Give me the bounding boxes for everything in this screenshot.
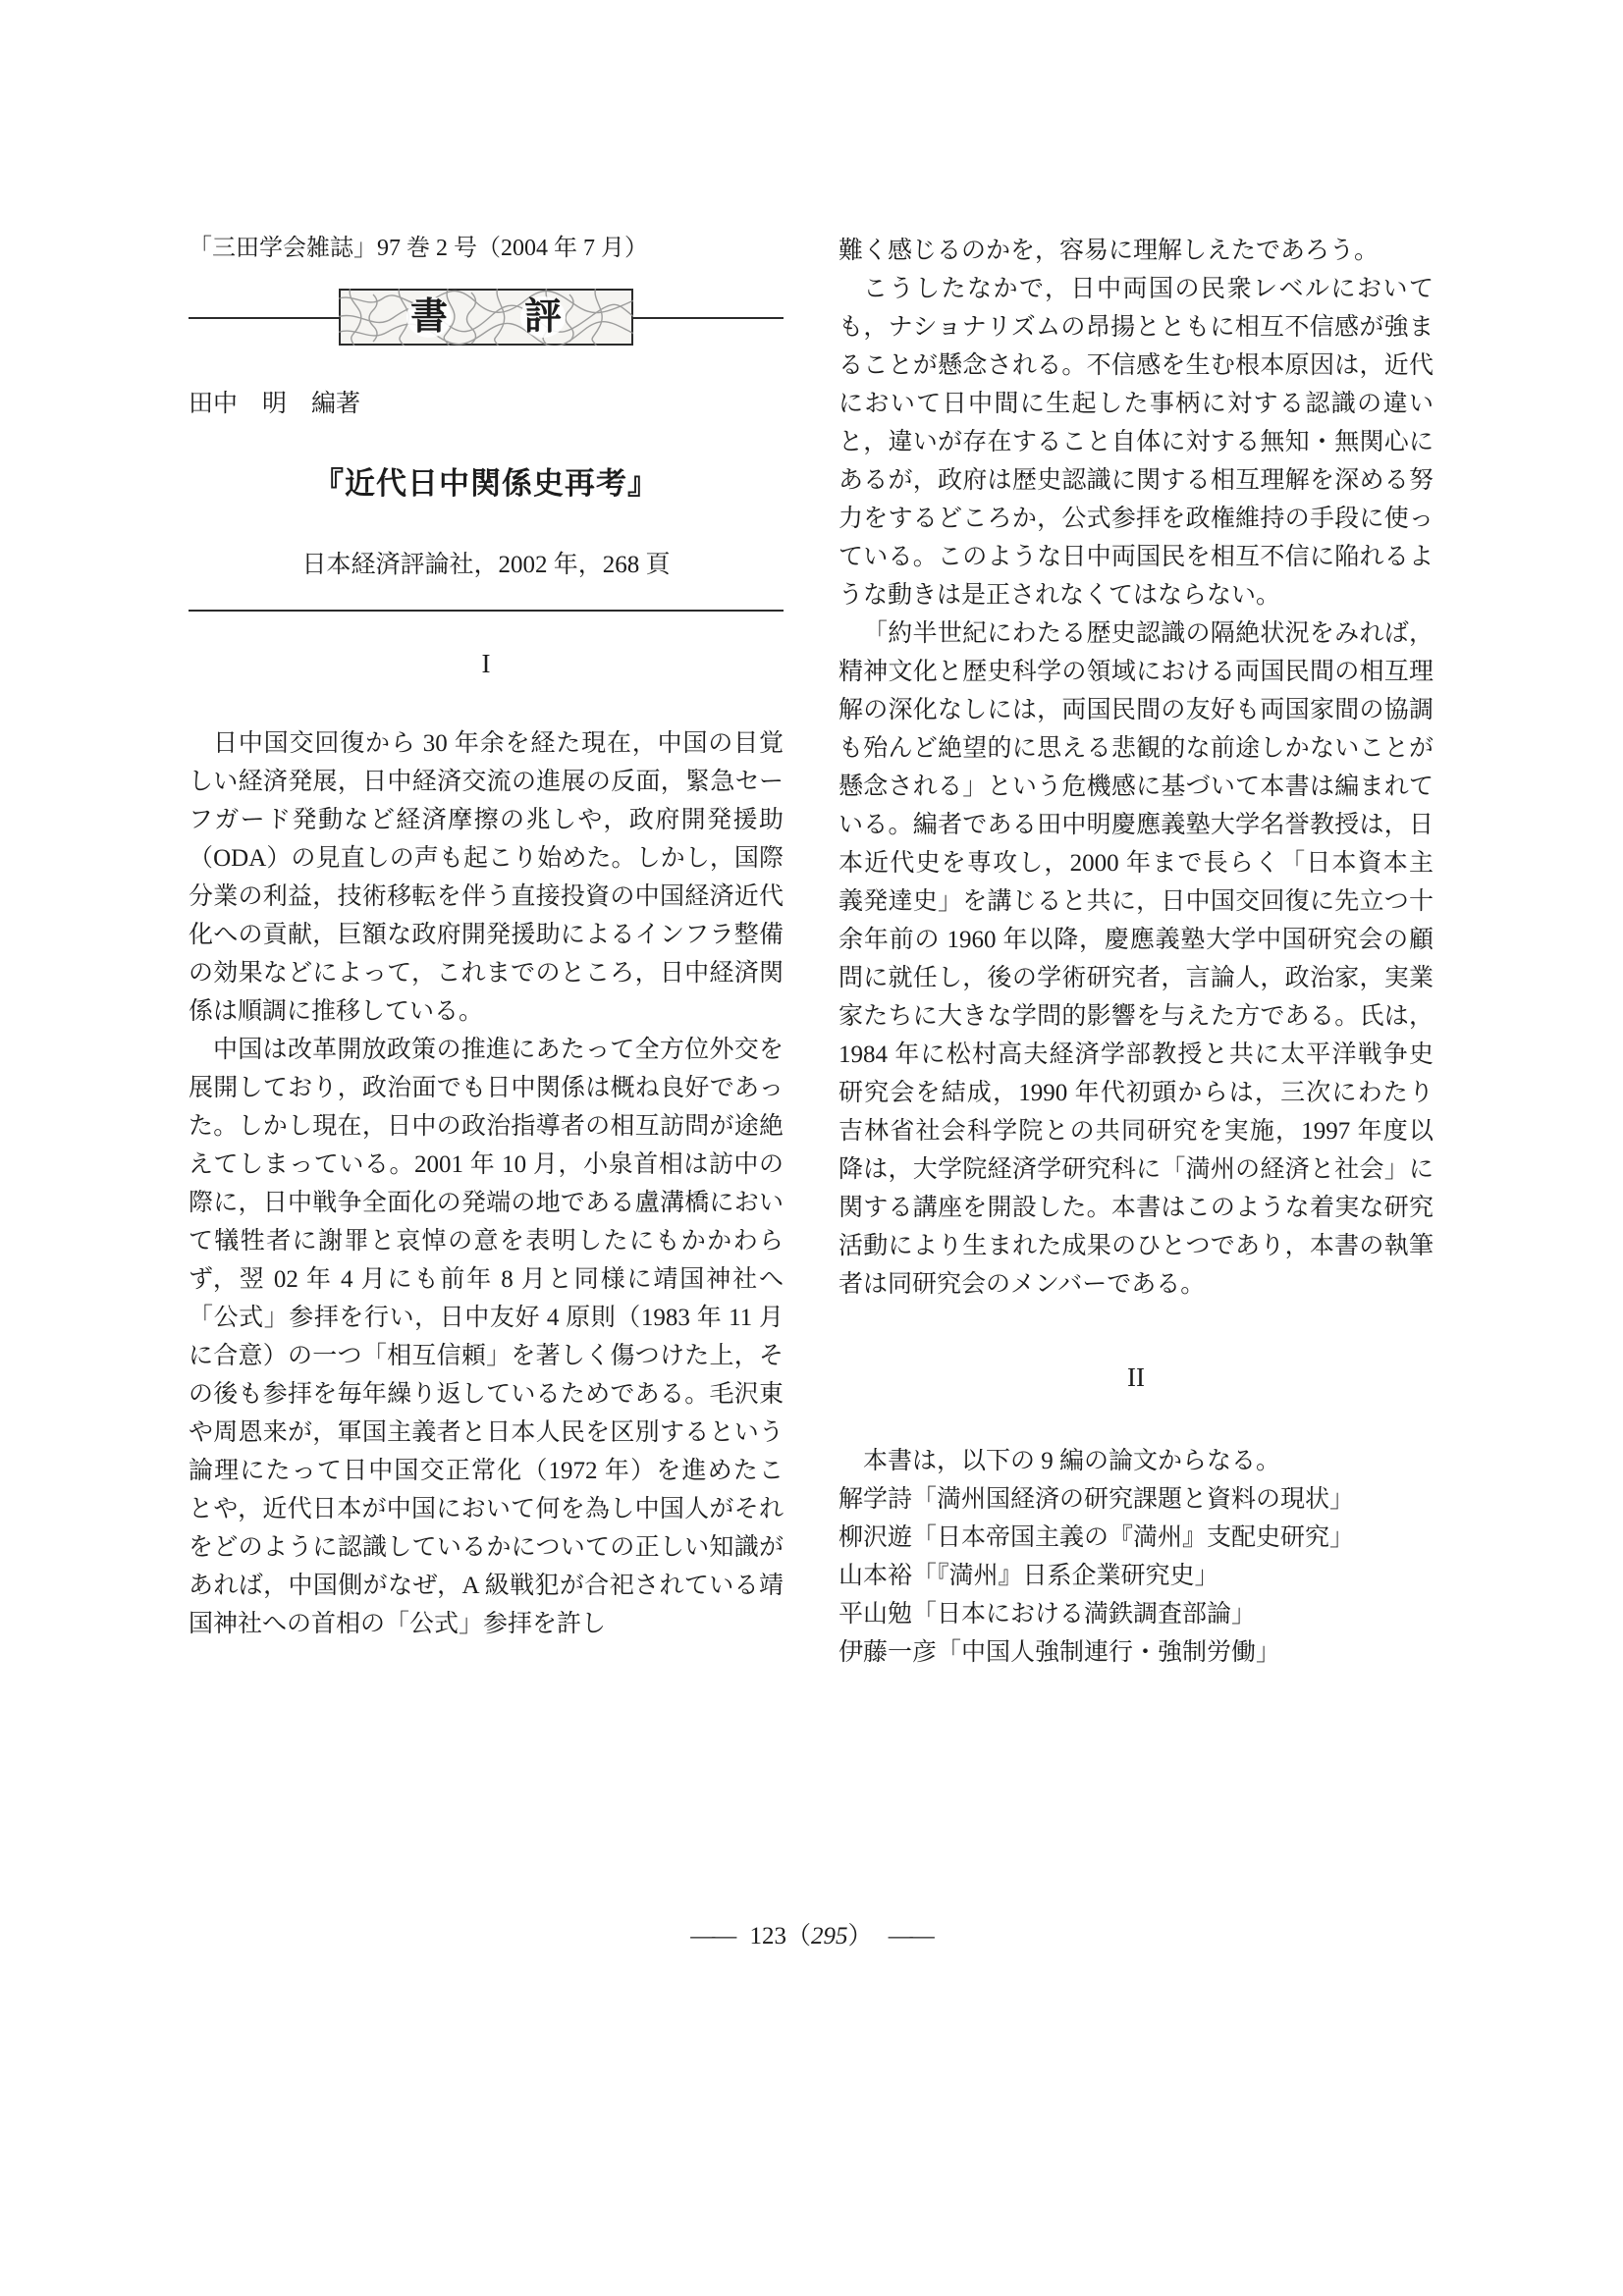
publisher-line: 日本経済評論社，2002 年，268 頁 xyxy=(301,552,671,578)
editor-line: 田中 明 編著 xyxy=(189,391,361,417)
footer-paren-open: （ xyxy=(785,1923,811,1949)
paragraph-continuation: 難く感じるのかを，容易に理解しえたであろう。 xyxy=(839,238,1380,264)
essay-item: 山本裕「『満州』日系企業研究史」 xyxy=(839,1563,1219,1589)
footer-page-number-italic: 295 xyxy=(811,1923,848,1949)
footer-dash-right: —— xyxy=(888,1923,932,1949)
essay-item: 解学詩「満州国経済の研究課題と資料の現状」 xyxy=(839,1486,1355,1513)
section-heading-1: I xyxy=(481,649,491,678)
review-banner xyxy=(189,289,784,346)
footer-dash-left: —— xyxy=(690,1923,734,1949)
paragraph: 中国は改革開放政策の推進にあたって全方位外交を展開しており，政治面でも日中関係は概ね良好であった。しかし現在，日中の政治指導者の相互訪問が途絶えてしまっている。2001 年 10 月，小泉首相は訪中の際に，日中戦争全面化の発端の地である盧溝橋において犠牲者に謝罪と哀悼の意を表明したにもかかわらず，翌 02 年 4 月にも前年 8 月と同様に靖国神社へ「公式」参拝を行い，日中友好 4 原則（1983 年 11 月に合意）の一つ「相互信頼」を著しく傷つけた上，その後も参拝を毎年繰り返しているためである。毛沢東や周恩来が，軍国主義者と日本人民を区別するという論理にたって日中国交正常化（1972 年）を進めたことや，近代日本が中国において何を為し中国人がそれをどのように認識しているかについての正しい知識があれば，中国側がなぜ，A 級戦犯が合祀されている靖国神社への首相の「公式」参拝を許し xyxy=(189,1037,784,1637)
essay-item: 伊藤一彦「中国人強制連行・強制労働」 xyxy=(839,1639,1281,1666)
divider-rule xyxy=(189,610,784,612)
right-column xyxy=(839,232,1434,1672)
page-content xyxy=(189,232,1434,1672)
essay-list-intro: 本書は，以下の 9 編の論文からなる。 xyxy=(863,1448,1281,1474)
paragraph: こうしたなかで，日中両国の民衆レベルにおいても，ナショナリズムの昂揚とともに相互不信感が強まることが懸念される。不信感を生む根本原因は，近代において日中間に生起した事柄に対する認識の違いと，違いが存在すること自体に対する無知・無関心にあるが，政府は歴史認識に関する相互理解を深める努力をするどころか，公式参拝を政権維持の手段に使っている。このような日中両国民を相互不信に陥れるような動きは是正されなくてはならない。 xyxy=(839,276,1434,609)
paragraph: 「約半世紀にわたる歴史認識の隔絶状況をみれば，精神文化と歴史科学の領域における両国民間の相互理解の深化なしには，両国民間の友好も両国家間の協調も殆んど絶望的に思える悲観的な前途しかないことが懸念される」という危機感に基づいて本書は編まれている。編者である田中明慶應義塾大学名誉教授は，日本近代史を専攻し，2000 年まで長らく「日本資本主義発達史」を講じると共に，日中国交回復に先立つ十余年前の 1960 年以降，慶應義塾大学中国研究会の顧問に就任し，後の学術研究者，言論人，政治家，実業家たちに大きな学問的影響を与えた方である。氏は，1984 年に松村高夫経済学部教授と共に太平洋戦争史研究会を結成，1990 年代初頭からは，三次にわたり吉林省社会科学院との共同研究を実施，1997 年度以降は，大学院経済学研究科に「満州の経済と社会」に関する講座を開設した。本書はこのような着実な研究活動により生まれた成果のひとつであり，本書の執筆者は同研究会のメンバーである。 xyxy=(839,620,1434,1298)
review-box xyxy=(339,289,633,346)
page-footer xyxy=(189,1916,1434,1951)
paragraph: 日中国交回復から 30 年余を経た現在，中国の目覚しい経済発展，日中経済交流の進展の反面，緊急セーフガード発動など経済摩擦の兆しや，政府開発援助（ODA）の見直しの声も起こり始めた。しかし，国際分業の利益，技術移転を伴う直接投資の中国経済近代化への貢献，巨額な政府開発援助によるインフラ整備の効果などによって，これまでのところ，日中経済関係は順調に推移している。 xyxy=(189,730,784,1025)
footer-page-number: 123 xyxy=(749,1923,786,1949)
essay-list xyxy=(839,1480,1434,1672)
banner-char-sho: 書 xyxy=(406,296,452,338)
banner-char-hyo: 評 xyxy=(520,296,566,338)
essay-item: 柳沢遊「日本帝国主義の『満州』支配史研究」 xyxy=(839,1524,1355,1551)
banner-characters xyxy=(339,289,633,346)
footer-paren-close: ） xyxy=(847,1923,873,1949)
essay-item: 平山勉「日本における満鉄調査部論」 xyxy=(839,1601,1257,1628)
left-column xyxy=(189,232,784,1672)
book-title: 『近代日中関係史再考』 xyxy=(313,466,659,501)
section-heading-2: II xyxy=(1127,1362,1145,1392)
journal-header: 「三田学会雑誌」97 巻 2 号（2004 年 7 月） xyxy=(189,236,648,261)
